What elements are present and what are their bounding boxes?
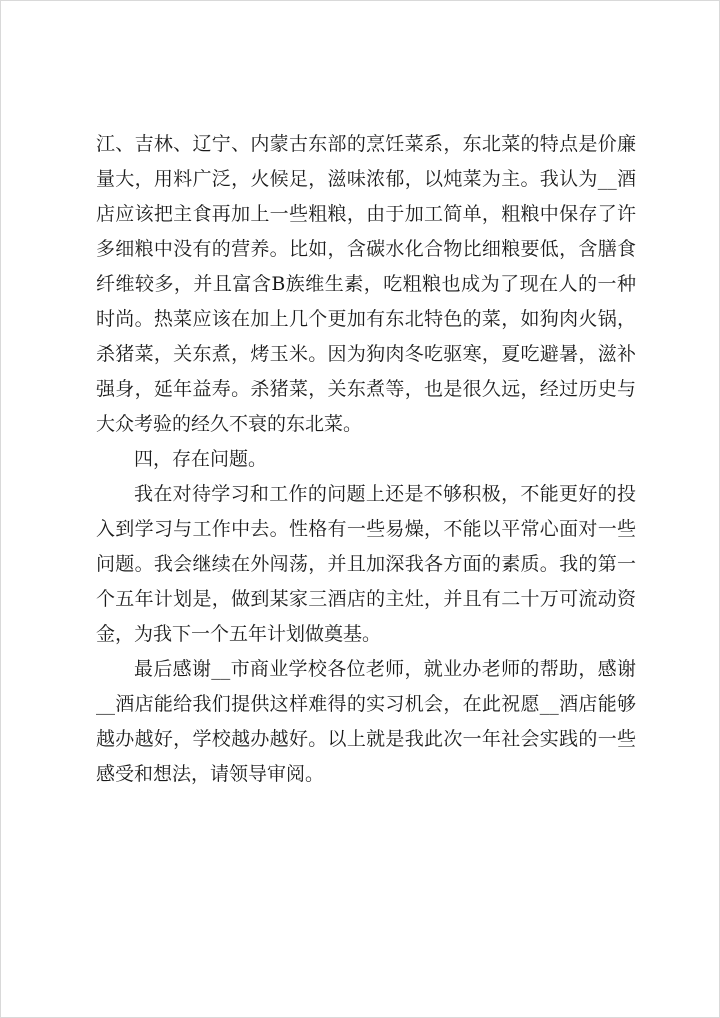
- document-body: [96, 127, 636, 792]
- text-line: 量大，用料广泛，火候足，滋味浓郁，以炖菜为主。我认为__酒: [96, 168, 636, 190]
- paragraph-cuisine: [96, 127, 636, 442]
- paragraph-thanks: [96, 652, 636, 792]
- text-line: 最后感谢__市商业学校各位老师，就业办老师的帮助，感谢: [134, 658, 636, 680]
- text-line: 强身，延年益寿。杀猪菜，关东煮等，也是很久远，经过历史与: [96, 378, 636, 400]
- text-line: 问题。我会继续在外闯荡，并且加深我各方面的素质。我的第一: [96, 553, 636, 575]
- text-line: 多细粮中没有的营养。比如，含碳水化合物比细粮要低，含膳食: [96, 238, 636, 260]
- paragraph-problems: [96, 477, 636, 652]
- text-line: 纤维较多，并且富含B族维生素，吃粗粮也成为了现在人的一种: [96, 273, 636, 295]
- text-line: 个五年计划是，做到某家三酒店的主灶，并且有二十万可流动资: [96, 588, 636, 610]
- text-line: 大众考验的经久不衰的东北菜。: [96, 413, 363, 435]
- text-line: 我在对待学习和工作的问题上还是不够积极，不能更好的投: [134, 483, 636, 505]
- text-line: 入到学习与工作中去。性格有一些易燥，不能以平常心面对一些: [96, 518, 636, 540]
- text-line: 江、吉林、辽宁、内蒙古东部的烹饪菜系，东北菜的特点是价廉: [96, 133, 636, 155]
- text-line: 金，为我下一个五年计划做奠基。: [96, 623, 382, 645]
- text-line: __酒店能给我们提供这样难得的实习机会，在此祝愿__酒店能够: [96, 693, 636, 715]
- text-line: 杀猪菜，关东煮，烤玉米。因为狗肉冬吃驱寒，夏吃避暑，滋补: [96, 343, 636, 365]
- text-line: 越办越好，学校越办越好。以上就是我此次一年社会实践的一些: [96, 728, 636, 750]
- section-heading: 四，存在问题。: [134, 448, 268, 470]
- text-line: 店应该把主食再加上一些粗粮，由于加工简单，粗粮中保存了许: [96, 203, 636, 225]
- text-line: 感受和想法，请领导审阅。: [96, 763, 325, 785]
- text-line: 时尚。热菜应该在加上几个更加有东北特色的菜，如狗肉火锅，: [96, 308, 636, 330]
